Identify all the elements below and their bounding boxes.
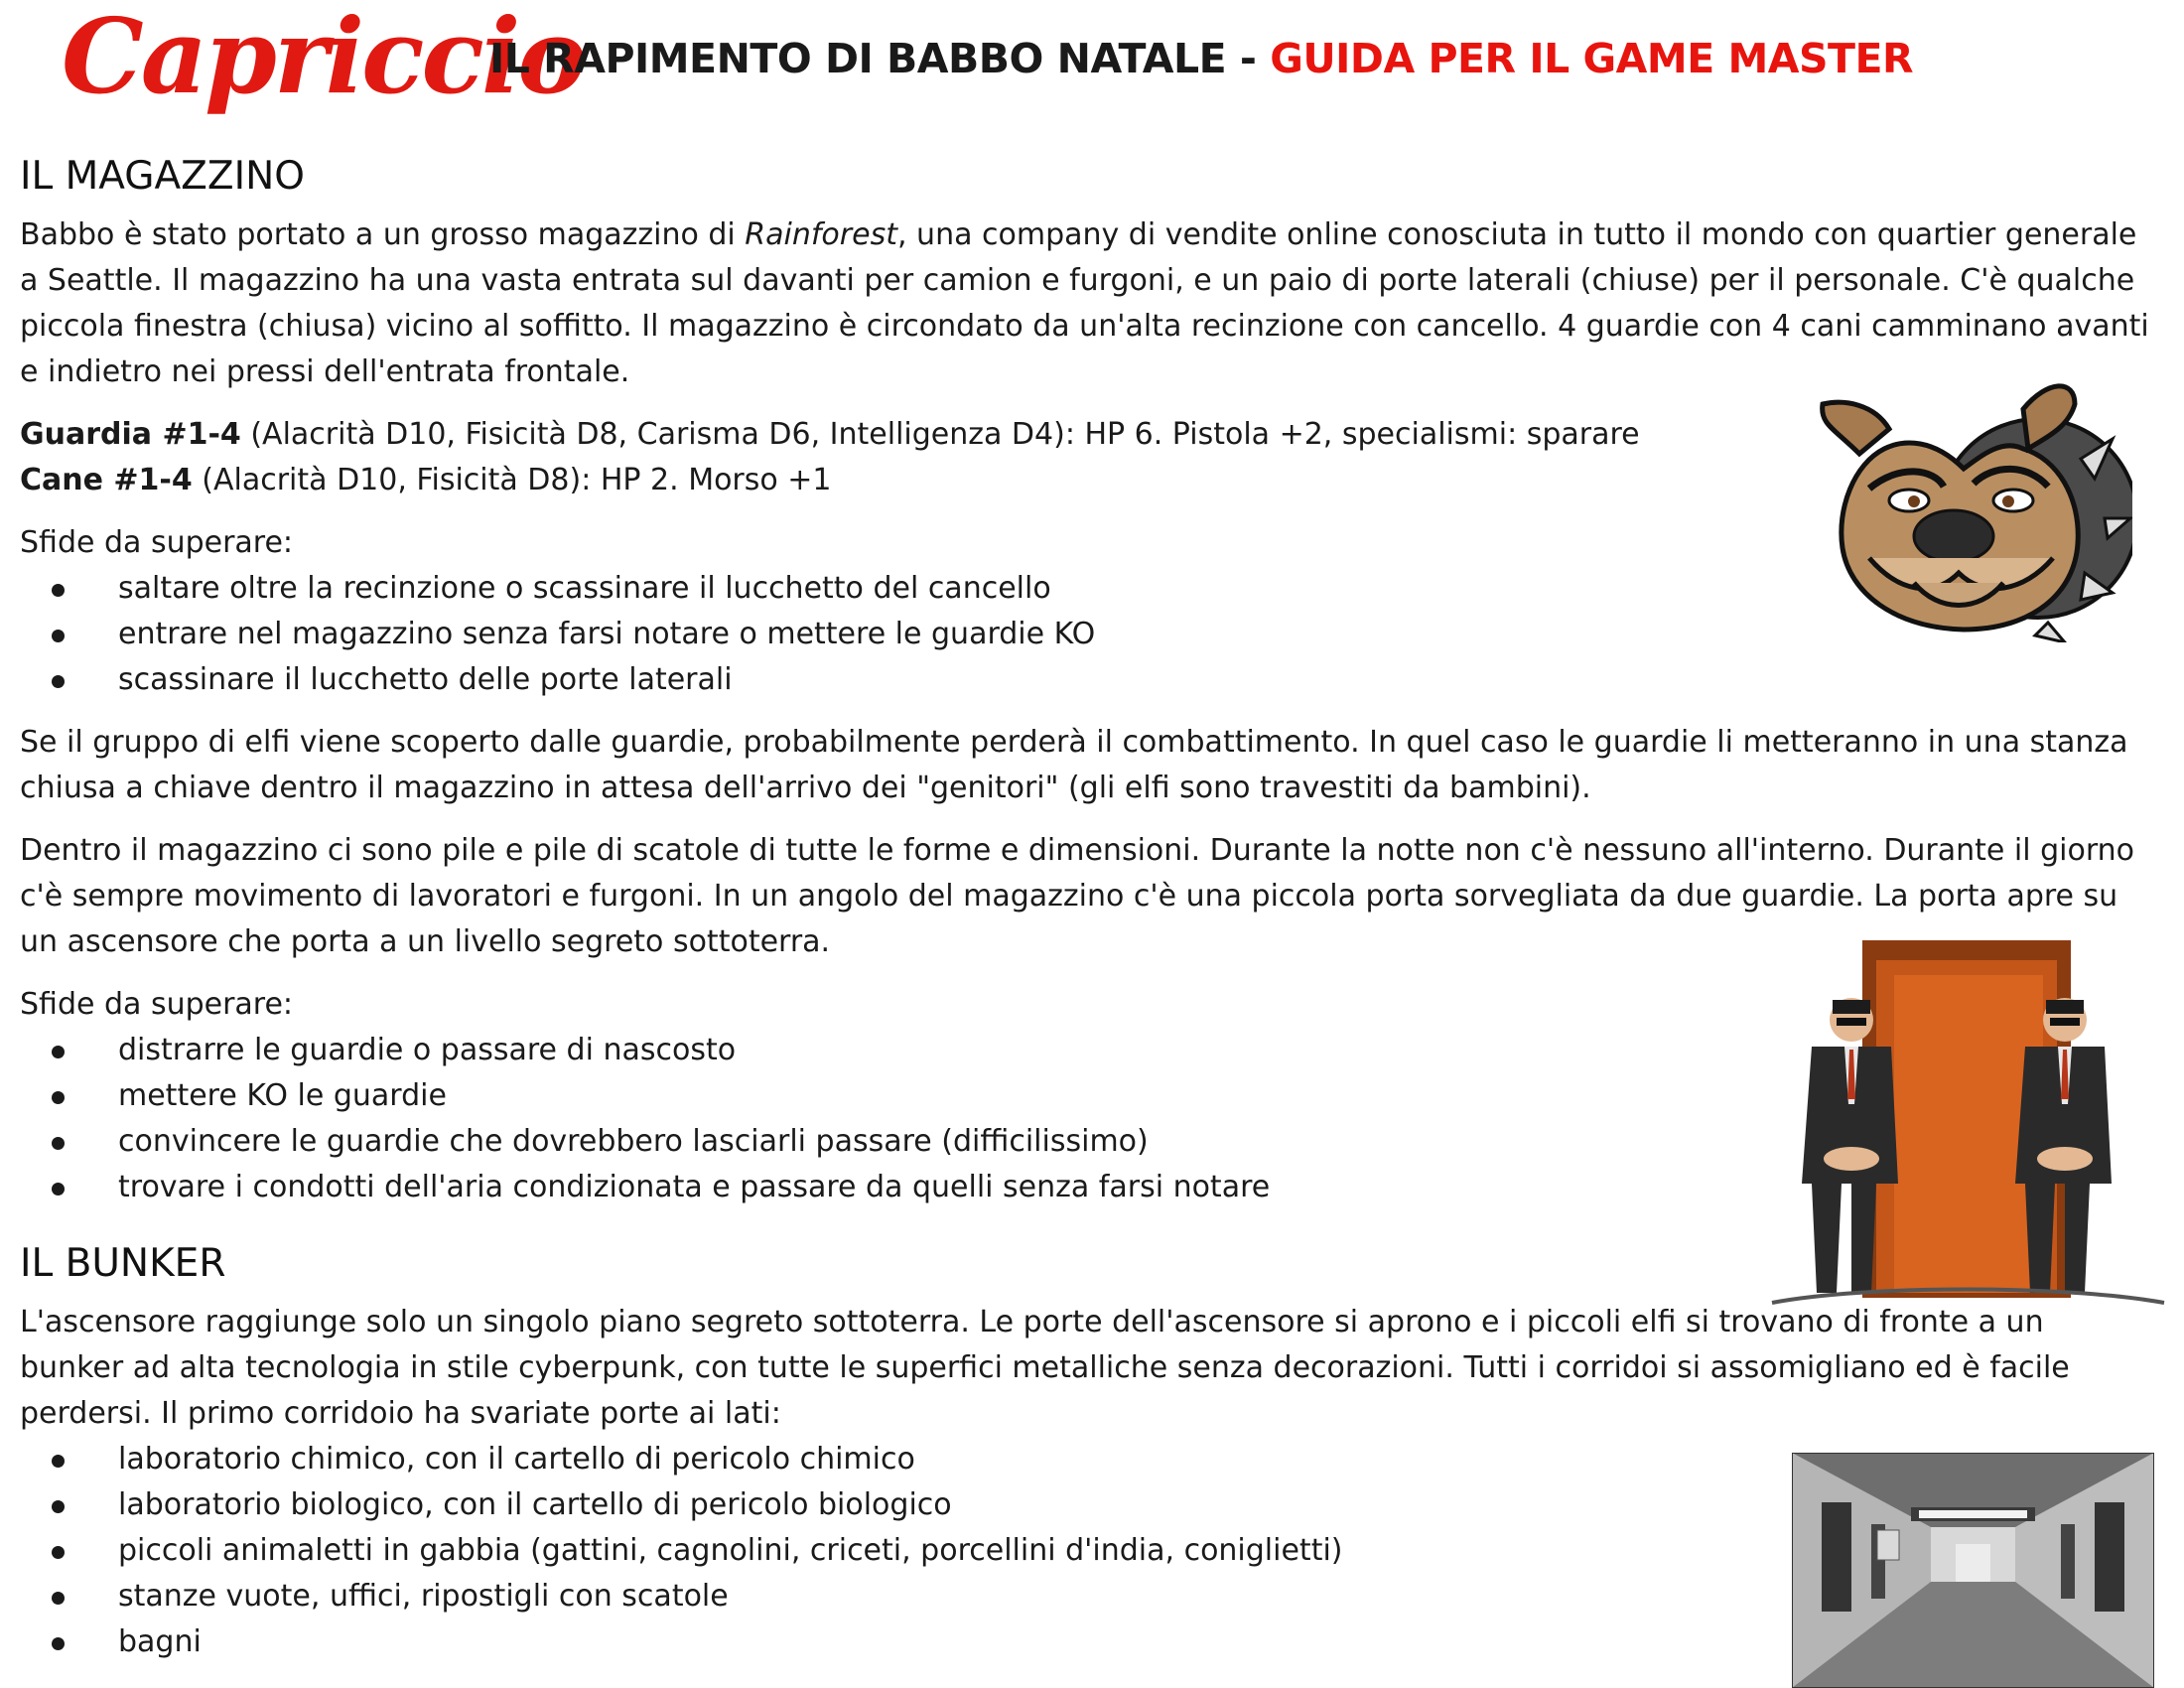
section-heading: IL BUNKER (20, 1241, 226, 1286)
company-name: Rainforest (745, 217, 897, 252)
section-heading: IL MAGAZZINO (20, 154, 305, 199)
intro-text-continued: , una company di vendite online conosciuta in tutto il mondo con quartier generale a Seattle. Il magazzino ha una vasta entrata sul davanti per camion e furgoni, e un paio di porte laterali (chiuse) per il personale. C'è qualche piccola finestra (chiusa) vicino al soffitto. Il magazzino è circondato da un'alta recinzione con cancello. 4 guardie con 4 cani camminano avanti e indietro nei pressi dell'entrata frontale. (20, 217, 2149, 389)
list-item: trovare i condotti dell'aria condizionata e passare da quelli senza farsi notare (20, 1165, 2154, 1210)
bunker-intro: L'ascensore raggiunge solo un singolo piano segreto sottoterra. Le porte dell'ascensore si aprono e i piccoli elfi si trovano di fronte a un bunker ad alta tecnologia in stile cyberpunk, con tutte le superfici metalliche senza decorazioni. Tutti i corridoi si assomigliano ed è facile perdersi. Il primo corridoio ha svariate porte ai lati: (20, 1305, 2070, 1431)
intro-text: Babbo è stato portato a un grosso magazzino di (20, 217, 746, 252)
bulldog-illustration (1815, 369, 2132, 642)
list-item: convincere le guardie che dovrebbero lasciarli passare (difficilissimo) (20, 1119, 2154, 1165)
inside-paragraph: Dentro il magazzino ci sono pile e pile di scatole di tutte le forme e dimensioni. Durante la notte non c'è nessuno all'interno. Durante il giorno c'è sempre movimento di lavoratori e furgoni. In un angolo del magazzino c'è una piccola porta sorvegliata da due guardie. La porta apre su un ascensore che porta a un livello segreto sottoterra. (20, 833, 2135, 959)
list-item: stanze vuote, uffici, ripostigli con scatole (20, 1574, 2154, 1619)
list-item: laboratorio chimico, con il cartello di pericolo chimico (20, 1437, 2154, 1482)
caught-paragraph: Se il gruppo di elfi viene scoperto dalle guardie, probabilmente perderà il combattimento. In quel caso le guardie li metteranno in una stanza chiusa a chiave dentro il magazzino in attesa dell'arrivo dei "genitori" (gli elfi sono travestiti da bambini). (20, 725, 2128, 805)
list-item: distrarre le guardie o passare di nascosto (20, 1028, 2154, 1073)
list-item: scassinare il lucchetto delle porte laterali (20, 657, 2154, 703)
challenges-label: Sfide da superare: (20, 525, 294, 560)
guard-name: Guardia #1-4 (20, 417, 241, 452)
page-header (0, 0, 2184, 129)
capriccio-logo: Capriccio (62, 0, 584, 117)
list-item: entrare nel magazzino senza farsi notare o mettere le guardie KO (20, 612, 2154, 657)
magazzino-intro (20, 212, 2154, 395)
list-item: bagni (20, 1619, 2154, 1665)
list-item: piccoli animaletti in gabbia (gattini, cagnolini, criceti, porcellini d'india, coniglietti) (20, 1528, 2154, 1574)
corridor-illustration (1792, 1453, 2154, 1688)
list-item: laboratorio biologico, con il cartello di pericolo biologico (20, 1482, 2154, 1528)
dog-name: Cane #1-4 (20, 463, 193, 497)
guard-stat-line: (Alacrità D10, Fisicità D8, Carisma D6, Intelligenza D4): HP 6. Pistola +2, specialismi: sparare (240, 417, 1640, 452)
challenges-label-2: Sfide da superare: (20, 987, 294, 1022)
document-title (489, 33, 1913, 84)
list-item: mettere KO le guardie (20, 1073, 2154, 1119)
title-subtitle: GUIDA PER IL GAME MASTER (1270, 35, 1914, 82)
list-item: saltare oltre la recinzione o scassinare il lucchetto del cancello (20, 566, 2154, 612)
guards-door-illustration (1767, 935, 2169, 1308)
dog-stat-line: (Alacrità D10, Fisicità D8): HP 2. Morso +1 (192, 463, 832, 497)
title-main: IL RAPIMENTO DI BABBO NATALE - (489, 35, 1271, 82)
